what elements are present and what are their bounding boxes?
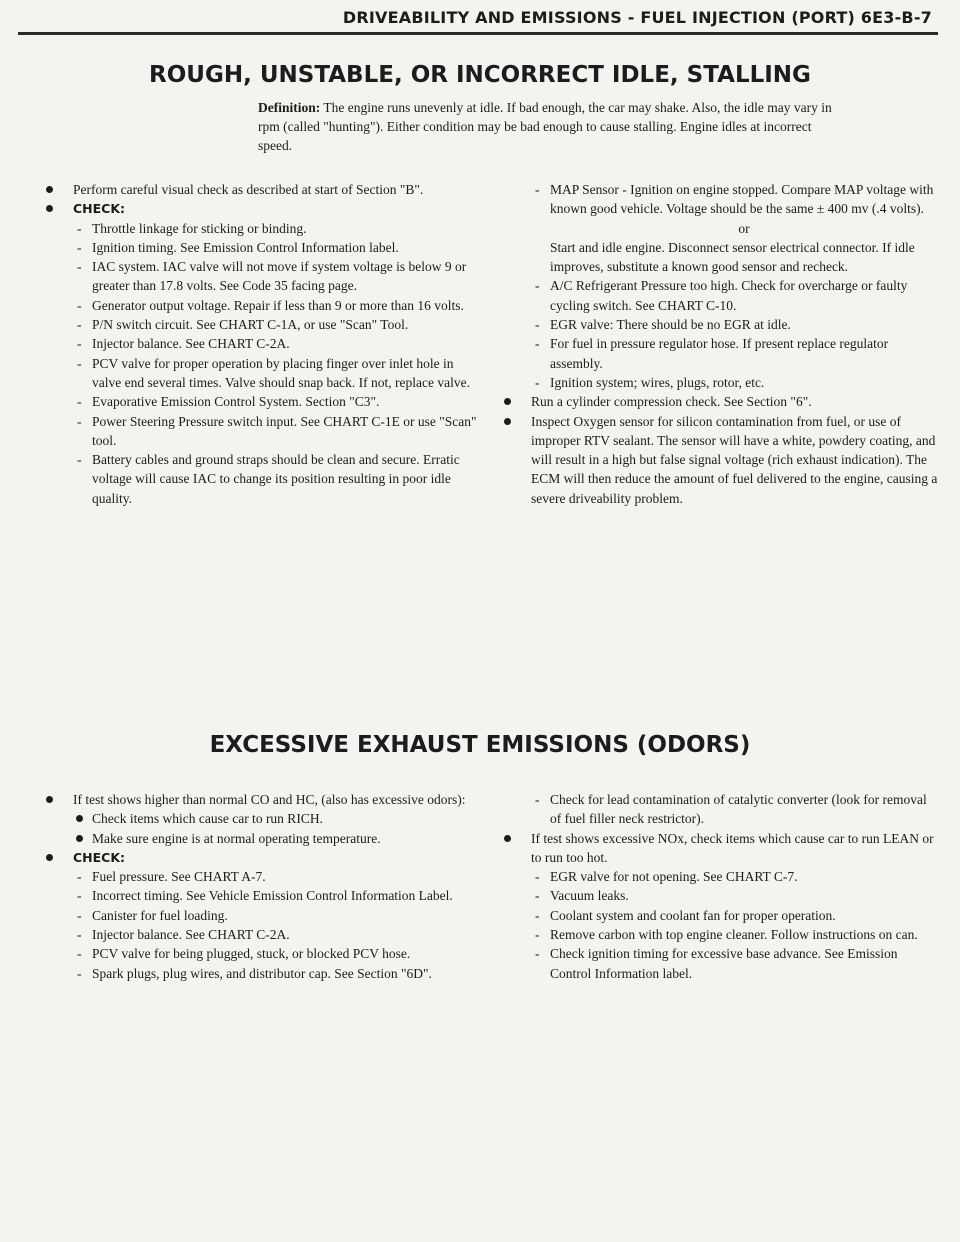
list-item: - A/C Refrigerant Pressure too high. Check for overcharge or faulty cycling switch. See CHART C-10.	[498, 276, 938, 315]
list-item: - Power Steering Pressure switch input. See CHART C-1E or use "Scan" tool.	[40, 412, 480, 451]
list-item: - Canister for fuel loading.	[40, 906, 480, 925]
list-item: - Injector balance. See CHART C-2A.	[40, 925, 480, 944]
list-item: - IAC system. IAC valve will not move if system voltage is below 9 or greater than 17.8 volts. See Code 35 facing page.	[40, 257, 480, 296]
list-item: - EGR valve: There should be no EGR at idle.	[498, 315, 938, 334]
list-item: - PCV valve for being plugged, stuck, or blocked PCV hose.	[40, 944, 480, 963]
running-header: DRIVEABILITY AND EMISSIONS - FUEL INJECTION (PORT) 6E3-B-7	[342, 8, 932, 27]
header-rule	[18, 32, 938, 35]
oxygen-sensor-bullet: Inspect Oxygen sensor for silicon contamination from fuel, or use of improper RTV sealant. The sensor will have a white, powdery coating, and will result in a high but false signal voltage (rich exhaust indication). The ECM will then reduce the amount of fuel delivered to the engine, causing a severe driveability problem.	[498, 412, 938, 508]
map-sensor-alt: Start and idle engine. Disconnect sensor electrical connector. If idle improves, substitute a known good sensor and recheck.	[550, 239, 915, 275]
rough-idle-right-column	[498, 180, 938, 508]
list-item: - Remove carbon with top engine cleaner. Follow instructions on can.	[498, 925, 938, 944]
definition-paragraph	[258, 98, 848, 155]
definition-text: The engine runs unevenly at idle. If bad enough, the car may shake. Also, the idle may vary in rpm (called "hunting"). Either condition may be bad enough to cause stalling. Engine idles at incorrect speed.	[258, 100, 832, 153]
list-item: - PCV valve for proper operation by placing finger over inlet hole in valve end several times. Valve should snap back. If not, replace valve.	[40, 354, 480, 393]
list-item: - Ignition system; wires, plugs, rotor, etc.	[498, 373, 938, 392]
list-item: - Check ignition timing for excessive base advance. See Emission Control Information label.	[498, 944, 938, 983]
list-item: - Evaporative Emission Control System. Section "C3".	[40, 392, 480, 411]
list-item: - For fuel in pressure regulator hose. If present replace regulator assembly.	[498, 334, 938, 373]
compression-check-bullet: Run a cylinder compression check. See Section "6".	[498, 392, 938, 411]
list-item: - Vacuum leaks.	[498, 886, 938, 905]
definition-label: Definition:	[258, 100, 321, 115]
list-item: - Incorrect timing. See Vehicle Emission Control Information Label.	[40, 886, 480, 905]
rough-idle-left-column	[40, 180, 480, 508]
list-item: - P/N switch circuit. See CHART C-1A, or use "Scan" Tool.	[40, 315, 480, 334]
check-heading: CHECK:	[40, 199, 480, 218]
list-item: - Ignition timing. See Emission Control Information label.	[40, 238, 480, 257]
list-item: - Spark plugs, plug wires, and distributor cap. See Section "6D".	[40, 964, 480, 983]
co-hc-bullet: If test shows higher than normal CO and HC, (also has excessive odors):	[40, 790, 480, 809]
emissions-left-column	[40, 790, 480, 983]
emissions-right-column	[498, 790, 938, 983]
list-item: - Injector balance. See CHART C-2A.	[40, 334, 480, 353]
or-separator: or	[738, 220, 750, 236]
sub-bullet: Make sure engine is at normal operating temperature.	[40, 829, 480, 848]
list-item: - Throttle linkage for sticking or binding.	[40, 219, 480, 238]
list-item: - EGR valve for not opening. See CHART C-7.	[498, 867, 938, 886]
lead-contamination-item: - Check for lead contamination of catalytic converter (look for removal of fuel filler neck restrictor).	[498, 790, 938, 829]
nox-bullet: If test shows excessive NOx, check items which cause car to run LEAN or to run too hot.	[498, 829, 938, 868]
check-heading: CHECK:	[40, 848, 480, 867]
map-sensor-item: - MAP Sensor - Ignition on engine stopped. Compare MAP voltage with known good vehicle. Voltage should be the same ± 400 mv (.4 volts).	[498, 180, 938, 219]
visual-check-bullet: Perform careful visual check as described at start of Section "B".	[40, 180, 480, 199]
section-title-rough-idle: ROUGH, UNSTABLE, OR INCORRECT IDLE, STALLING	[149, 62, 811, 88]
list-item: - Coolant system and coolant fan for proper operation.	[498, 906, 938, 925]
sub-bullet: Check items which cause car to run RICH.	[40, 809, 480, 828]
list-item: - Generator output voltage. Repair if less than 9 or more than 16 volts.	[40, 296, 480, 315]
list-item: - Fuel pressure. See CHART A-7.	[40, 867, 480, 886]
list-item: - Battery cables and ground straps should be clean and secure. Erratic voltage will cause IAC to change its position resulting in poor idle quality.	[40, 450, 480, 508]
section-title-excessive-emissions: EXCESSIVE EXHAUST EMISSIONS (ODORS)	[209, 732, 751, 758]
